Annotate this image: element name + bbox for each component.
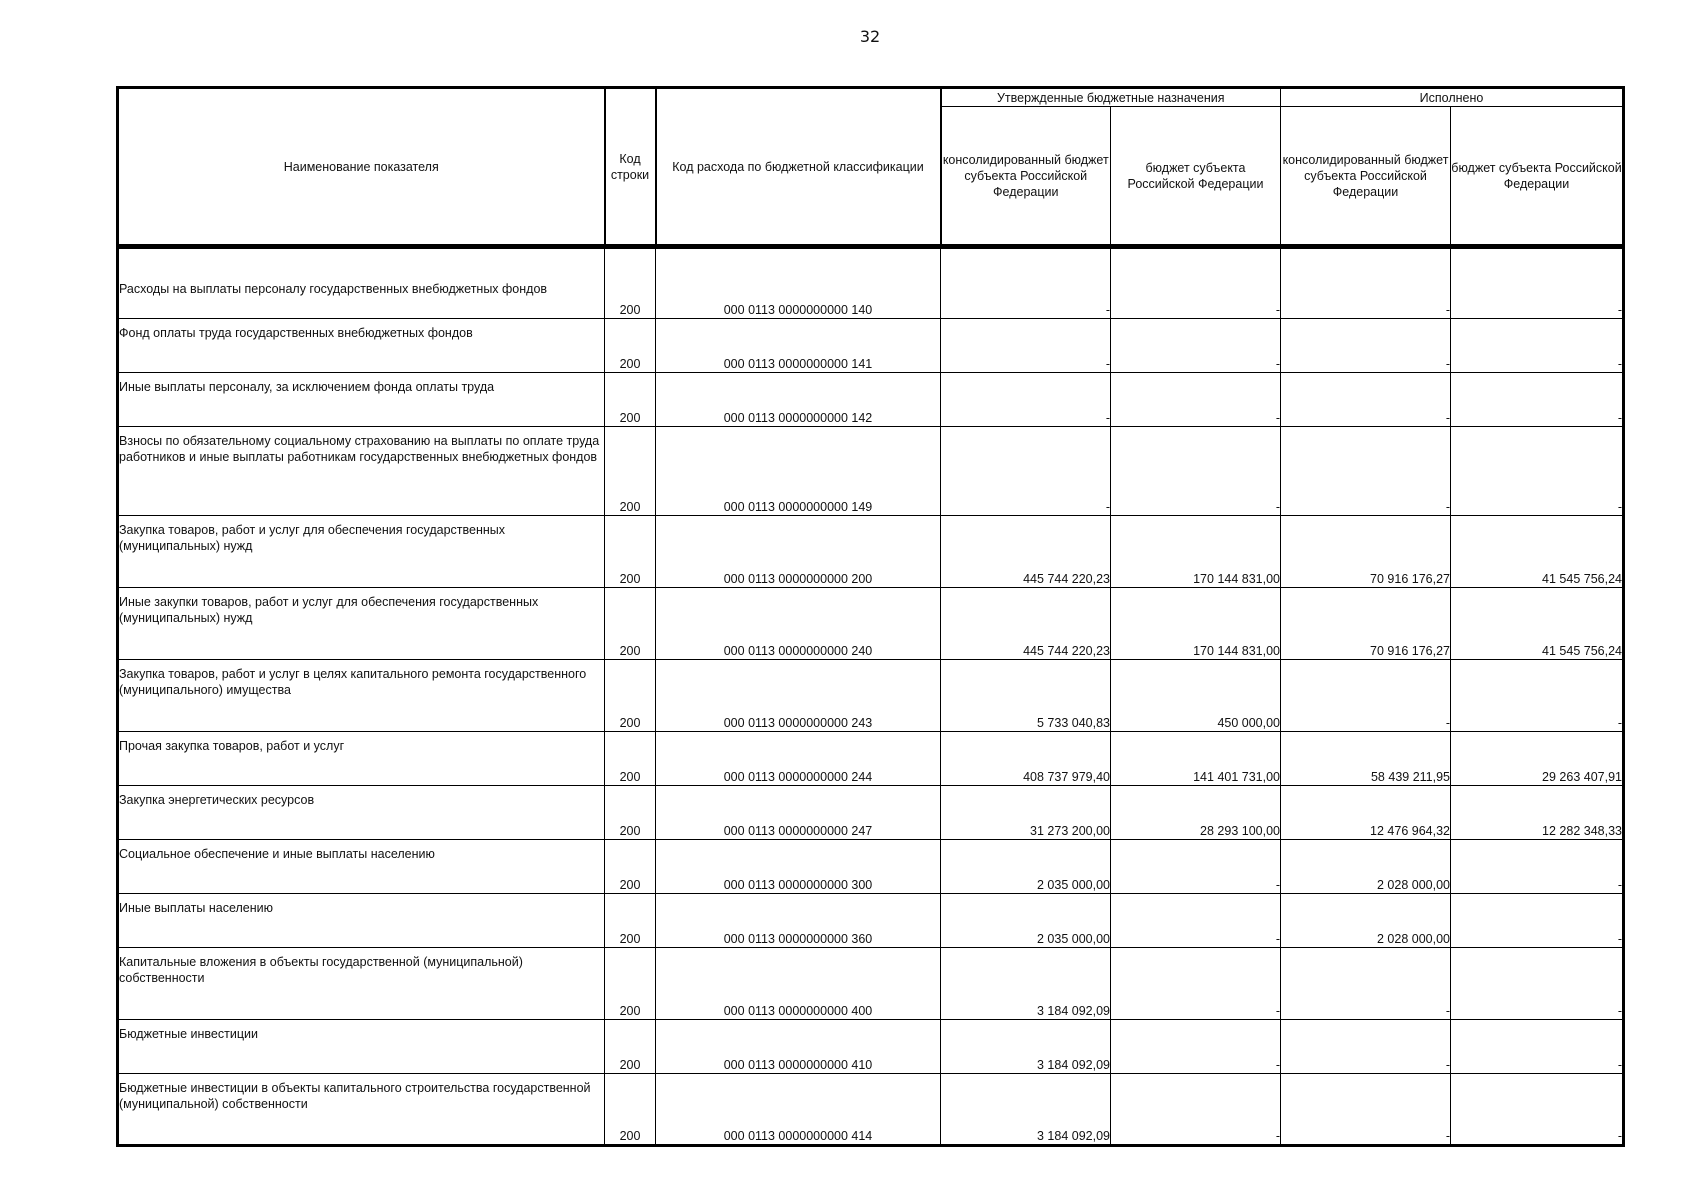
row-executed-subject: - [1451,373,1624,427]
row-line-code: 200 [605,427,656,516]
row-approved-consolidated: 3 184 092,09 [941,1020,1111,1074]
header-executed-consolidated: консолидированный бюджет субъекта Российской Федерации [1281,107,1451,247]
row-approved-subject: - [1111,948,1281,1020]
table-row [118,660,1624,732]
row-approved-consolidated: 5 733 040,83 [941,660,1111,732]
row-name: Иные выплаты персоналу, за исключением фонда оплаты труда [118,373,605,427]
table-row [118,516,1624,588]
row-approved-consolidated: 445 744 220,23 [941,588,1111,660]
row-executed-consolidated: - [1281,1020,1451,1074]
row-approved-consolidated: - [941,373,1111,427]
row-name: Прочая закупка товаров, работ и услуг [118,732,605,786]
row-line-code: 200 [605,247,656,319]
row-name: Иные закупки товаров, работ и услуг для обеспечения государственных (муниципальных) нужд [118,588,605,660]
row-executed-subject: 41 545 756,24 [1451,516,1624,588]
row-name: Взносы по обязательному социальному страхованию на выплаты по оплате труда работников и иные выплаты работникам государственных внебюджетных фондов [118,427,605,516]
row-class-code: 000 0113 0000000000 244 [656,732,941,786]
row-line-code: 200 [605,840,656,894]
table-row [118,894,1624,948]
table-row [118,427,1624,516]
table-row [118,1020,1624,1074]
row-class-code: 000 0113 0000000000 400 [656,948,941,1020]
row-class-code: 000 0113 0000000000 360 [656,894,941,948]
row-approved-subject: 28 293 100,00 [1111,786,1281,840]
row-approved-consolidated: 3 184 092,09 [941,948,1111,1020]
row-executed-subject: 29 263 407,91 [1451,732,1624,786]
row-executed-subject: 12 282 348,33 [1451,786,1624,840]
row-class-code: 000 0113 0000000000 247 [656,786,941,840]
header-approved-consolidated: консолидированный бюджет субъекта Российской Федерации [941,107,1111,247]
row-approved-consolidated: 445 744 220,23 [941,516,1111,588]
row-executed-consolidated: - [1281,660,1451,732]
row-name: Закупка товаров, работ и услуг в целях капитального ремонта государственного (муниципального) имущества [118,660,605,732]
row-approved-consolidated: - [941,247,1111,319]
budget-expenditure-table [116,86,1625,1147]
row-approved-consolidated: - [941,319,1111,373]
row-class-code: 000 0113 0000000000 243 [656,660,941,732]
row-executed-consolidated: 2 028 000,00 [1281,840,1451,894]
row-name: Бюджетные инвестиции [118,1020,605,1074]
table-row [118,373,1624,427]
row-class-code: 000 0113 0000000000 141 [656,319,941,373]
table-row [118,786,1624,840]
table-row [118,319,1624,373]
row-class-code: 000 0113 0000000000 410 [656,1020,941,1074]
row-executed-subject: - [1451,319,1624,373]
header-line-code: Код строки [605,88,656,247]
row-executed-consolidated: - [1281,247,1451,319]
row-executed-consolidated: 70 916 176,27 [1281,516,1451,588]
row-name: Закупка товаров, работ и услуг для обеспечения государственных (муниципальных) нужд [118,516,605,588]
row-executed-consolidated: - [1281,319,1451,373]
row-line-code: 200 [605,894,656,948]
row-approved-consolidated: 31 273 200,00 [941,786,1111,840]
row-approved-subject: - [1111,319,1281,373]
row-class-code: 000 0113 0000000000 142 [656,373,941,427]
row-line-code: 200 [605,948,656,1020]
row-approved-subject: - [1111,1074,1281,1146]
row-executed-consolidated: - [1281,948,1451,1020]
row-executed-subject: - [1451,1074,1624,1146]
header-class-code: Код расхода по бюджетной классификации [656,88,941,247]
row-executed-subject: - [1451,427,1624,516]
table-row [118,247,1624,319]
row-approved-subject: 170 144 831,00 [1111,516,1281,588]
row-executed-consolidated: - [1281,1074,1451,1146]
row-approved-consolidated: 3 184 092,09 [941,1074,1111,1146]
row-line-code: 200 [605,732,656,786]
table-row [118,732,1624,786]
row-name: Расходы на выплаты персоналу государственных внебюджетных фондов [118,247,605,319]
row-name: Капитальные вложения в объекты государственной (муниципальной) собственности [118,948,605,1020]
row-executed-subject: - [1451,840,1624,894]
table-row [118,1074,1624,1146]
row-executed-consolidated: 58 439 211,95 [1281,732,1451,786]
row-line-code: 200 [605,1074,656,1146]
row-approved-subject: 141 401 731,00 [1111,732,1281,786]
row-executed-consolidated: 12 476 964,32 [1281,786,1451,840]
row-class-code: 000 0113 0000000000 240 [656,588,941,660]
header-executed-group: Исполнено [1281,88,1624,107]
row-executed-consolidated: 70 916 176,27 [1281,588,1451,660]
header-name: Наименование показателя [118,88,605,247]
row-name: Закупка энергетических ресурсов [118,786,605,840]
row-approved-subject: 450 000,00 [1111,660,1281,732]
row-line-code: 200 [605,660,656,732]
row-class-code: 000 0113 0000000000 200 [656,516,941,588]
row-approved-consolidated: 2 035 000,00 [941,894,1111,948]
header-approved-group: Утвержденные бюджетные назначения [941,88,1281,107]
row-class-code: 000 0113 0000000000 149 [656,427,941,516]
row-executed-consolidated: - [1281,427,1451,516]
header-approved-subject: бюджет субъекта Российской Федерации [1111,107,1281,247]
row-executed-subject: 41 545 756,24 [1451,588,1624,660]
row-executed-subject: - [1451,948,1624,1020]
row-class-code: 000 0113 0000000000 300 [656,840,941,894]
row-name: Фонд оплаты труда государственных внебюджетных фондов [118,319,605,373]
row-line-code: 200 [605,516,656,588]
row-executed-subject: - [1451,894,1624,948]
row-approved-subject: - [1111,427,1281,516]
header-executed-subject: бюджет субъекта Российской Федерации [1451,107,1624,247]
row-line-code: 200 [605,588,656,660]
row-line-code: 200 [605,1020,656,1074]
row-executed-subject: - [1451,1020,1624,1074]
row-class-code: 000 0113 0000000000 414 [656,1074,941,1146]
row-approved-subject: - [1111,1020,1281,1074]
row-approved-subject: 170 144 831,00 [1111,588,1281,660]
row-approved-consolidated: - [941,427,1111,516]
row-class-code: 000 0113 0000000000 140 [656,247,941,319]
row-executed-subject: - [1451,660,1624,732]
row-approved-subject: - [1111,840,1281,894]
row-line-code: 200 [605,373,656,427]
row-approved-consolidated: 2 035 000,00 [941,840,1111,894]
row-line-code: 200 [605,786,656,840]
row-executed-consolidated: 2 028 000,00 [1281,894,1451,948]
table-row [118,588,1624,660]
row-approved-consolidated: 408 737 979,40 [941,732,1111,786]
row-executed-consolidated: - [1281,373,1451,427]
table-row [118,840,1624,894]
row-approved-subject: - [1111,894,1281,948]
table-row [118,948,1624,1020]
row-line-code: 200 [605,319,656,373]
row-name: Социальное обеспечение и иные выплаты населению [118,840,605,894]
row-name: Иные выплаты населению [118,894,605,948]
row-approved-subject: - [1111,247,1281,319]
row-executed-subject: - [1451,247,1624,319]
row-name: Бюджетные инвестиции в объекты капитального строительства государственной (муниципальной) собственности [118,1074,605,1146]
page-number: 32 [859,27,881,46]
table-body [118,247,1624,1146]
row-approved-subject: - [1111,373,1281,427]
